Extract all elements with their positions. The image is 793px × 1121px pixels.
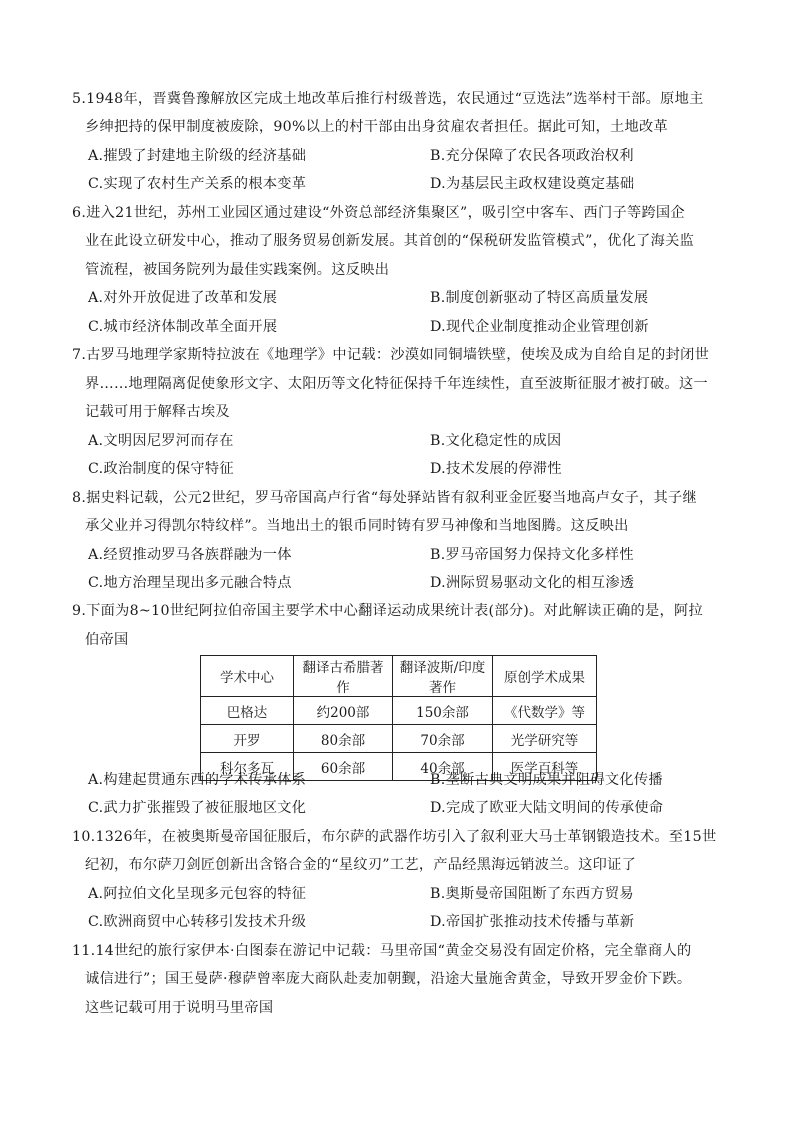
option-c: C.政治制度的保守特征	[88, 461, 234, 477]
table-row	[201, 725, 597, 753]
table-header-cell: 原创学术成果	[493, 656, 597, 697]
option-d: D.帝国扩张推动技术传播与革新	[430, 914, 635, 930]
table-cell: 巴格达	[201, 697, 294, 725]
option-d: D.现代企业制度推动企业管理创新	[430, 319, 649, 335]
option-b: B.制度创新驱动了特区高质量发展	[430, 290, 649, 306]
option-c: C.武力扩张摧毁了被征服地区文化	[88, 800, 307, 816]
table-cell: 70余部	[393, 725, 493, 753]
option-d: D.完成了欧亚大陆文明间的传承使命	[430, 800, 664, 816]
option-a: A.构建起贯通东西的学术传承体系	[88, 772, 307, 788]
table-cell: 《代数学》等	[493, 697, 597, 725]
question-text-line: 界……地理隔离促使象形文字、太阳历等文化特征保持千年连续性，直至波斯征服才被打破。这一	[85, 376, 708, 392]
table-cell: 开罗	[201, 725, 294, 753]
option-d: D.技术发展的停滞性	[430, 461, 562, 477]
table-cell: 40余部	[393, 753, 493, 781]
option-b: B.罗马帝国努力保持文化多样性	[430, 547, 634, 563]
question-text-line: 11.14世纪的旅行家伊本·白图泰在游记中记载：马里帝国“黄金交易没有固定价格，完全靠商人的	[72, 943, 692, 959]
option-c: C.实现了农村生产关系的根本变革	[88, 176, 307, 192]
table-cell: 科尔多瓦	[201, 753, 294, 781]
option-d: D.为基层民主政权建设奠定基础	[430, 176, 635, 192]
table-header-cell: 学术中心	[201, 656, 294, 697]
table-cell: 光学研究等	[493, 725, 597, 753]
option-d: D.洲际贸易驱动文化的相互渗透	[430, 575, 635, 591]
question-text-line: 记载可用于解释古埃及	[85, 404, 230, 420]
question-text-line: 6.进入21世纪，苏州工业园区通过建设“外资总部经济集聚区”，吸引空中客车、西门子等跨国企	[72, 205, 685, 221]
table-header-row	[201, 656, 597, 697]
table-cell: 60余部	[294, 753, 393, 781]
question-text-line: 8.据史料记载，公元2世纪，罗马帝国高卢行省“每处驿站皆有叙利亚金匠娶当地高卢女子，其子继	[72, 490, 698, 506]
option-c: C.地方治理呈现出多元融合特点	[88, 575, 292, 591]
question-text-line: 业在此设立研发中心，推动了服务贸易创新发展。其首创的“保税研发监管模式”，优化了海关监	[85, 233, 695, 249]
question-text-line: 诚信进行”；国王曼萨·穆萨曾率庞大商队赴麦加朝觐，沿途大量施舍黄金，导致开罗金价下跌。	[85, 971, 692, 987]
question-text-line: 伯帝国	[85, 632, 129, 648]
translation-stats-table	[200, 655, 597, 781]
option-b: B.充分保障了农民各项政治权利	[430, 148, 634, 164]
table-cell: 150余部	[393, 697, 493, 725]
question-text-line: 管流程，被国务院列为最佳实践案例。这反映出	[85, 262, 390, 278]
option-a: A.摧毁了封建地主阶级的经济基础	[88, 148, 307, 164]
table-cell: 约200部	[294, 697, 393, 725]
option-a: A.文明因尼罗河而存在	[88, 433, 234, 449]
table-cell: 80余部	[294, 725, 393, 753]
question-text-line: 承父业并习得凯尔特纹样”。当地出土的银币同时铸有罗马神像和当地图腾。这反映出	[85, 518, 629, 534]
question-text-line: 7.古罗马地理学家斯特拉波在《地理学》中记载：沙漠如同铜墙铁壁，使埃及成为自给自足的封闭世	[72, 347, 710, 363]
option-a: A.阿拉伯文化呈现多元包容的特征	[88, 886, 307, 902]
table-cell: 医学百科等	[493, 753, 597, 781]
option-c: C.城市经济体制改革全面开展	[88, 319, 278, 335]
option-b: B.奥斯曼帝国阻断了东西方贸易	[430, 886, 634, 902]
option-a: A.经贸推动罗马各族群融为一体	[88, 547, 292, 563]
table-header-cell: 翻译古希腊著作	[294, 656, 393, 697]
question-text-line: 纪初，布尔萨刀剑匠创新出含铬合金的“星纹刃”工艺，产品经黑海远销波兰。这印证了	[85, 857, 637, 873]
question-text-line: 乡绅把持的保甲制度被废除，90%以上的村干部由出身贫雇农者担任。据此可知，土地改革	[85, 119, 668, 135]
question-text-line: 9.下面为8~10世纪阿拉伯帝国主要学术中心翻译运动成果统计表(部分)。对此解读正确的是，阿拉	[72, 603, 703, 619]
option-a: A.对外开放促进了改革和发展	[88, 290, 278, 306]
option-c: C.欧洲商贸中心转移引发技术升级	[88, 914, 307, 930]
question-text-line: 5.1948年，晋冀鲁豫解放区完成土地改革后推行村级普选，农民通过“豆选法”选举村干部。原地主	[72, 91, 704, 107]
table-row	[201, 697, 597, 725]
question-text-line: 这些记载可用于说明马里帝国	[85, 1000, 274, 1016]
option-b: B.文化稳定性的成因	[430, 433, 562, 449]
table-header-cell: 翻译波斯/印度著作	[393, 656, 493, 697]
question-text-line: 10.1326年，在被奥斯曼帝国征服后，布尔萨的武器作坊引入了叙利亚大马士革钢锻造技术。至15世	[72, 829, 717, 845]
option-b: B.垄断古典文明成果并阻碍文化传播	[430, 772, 663, 788]
